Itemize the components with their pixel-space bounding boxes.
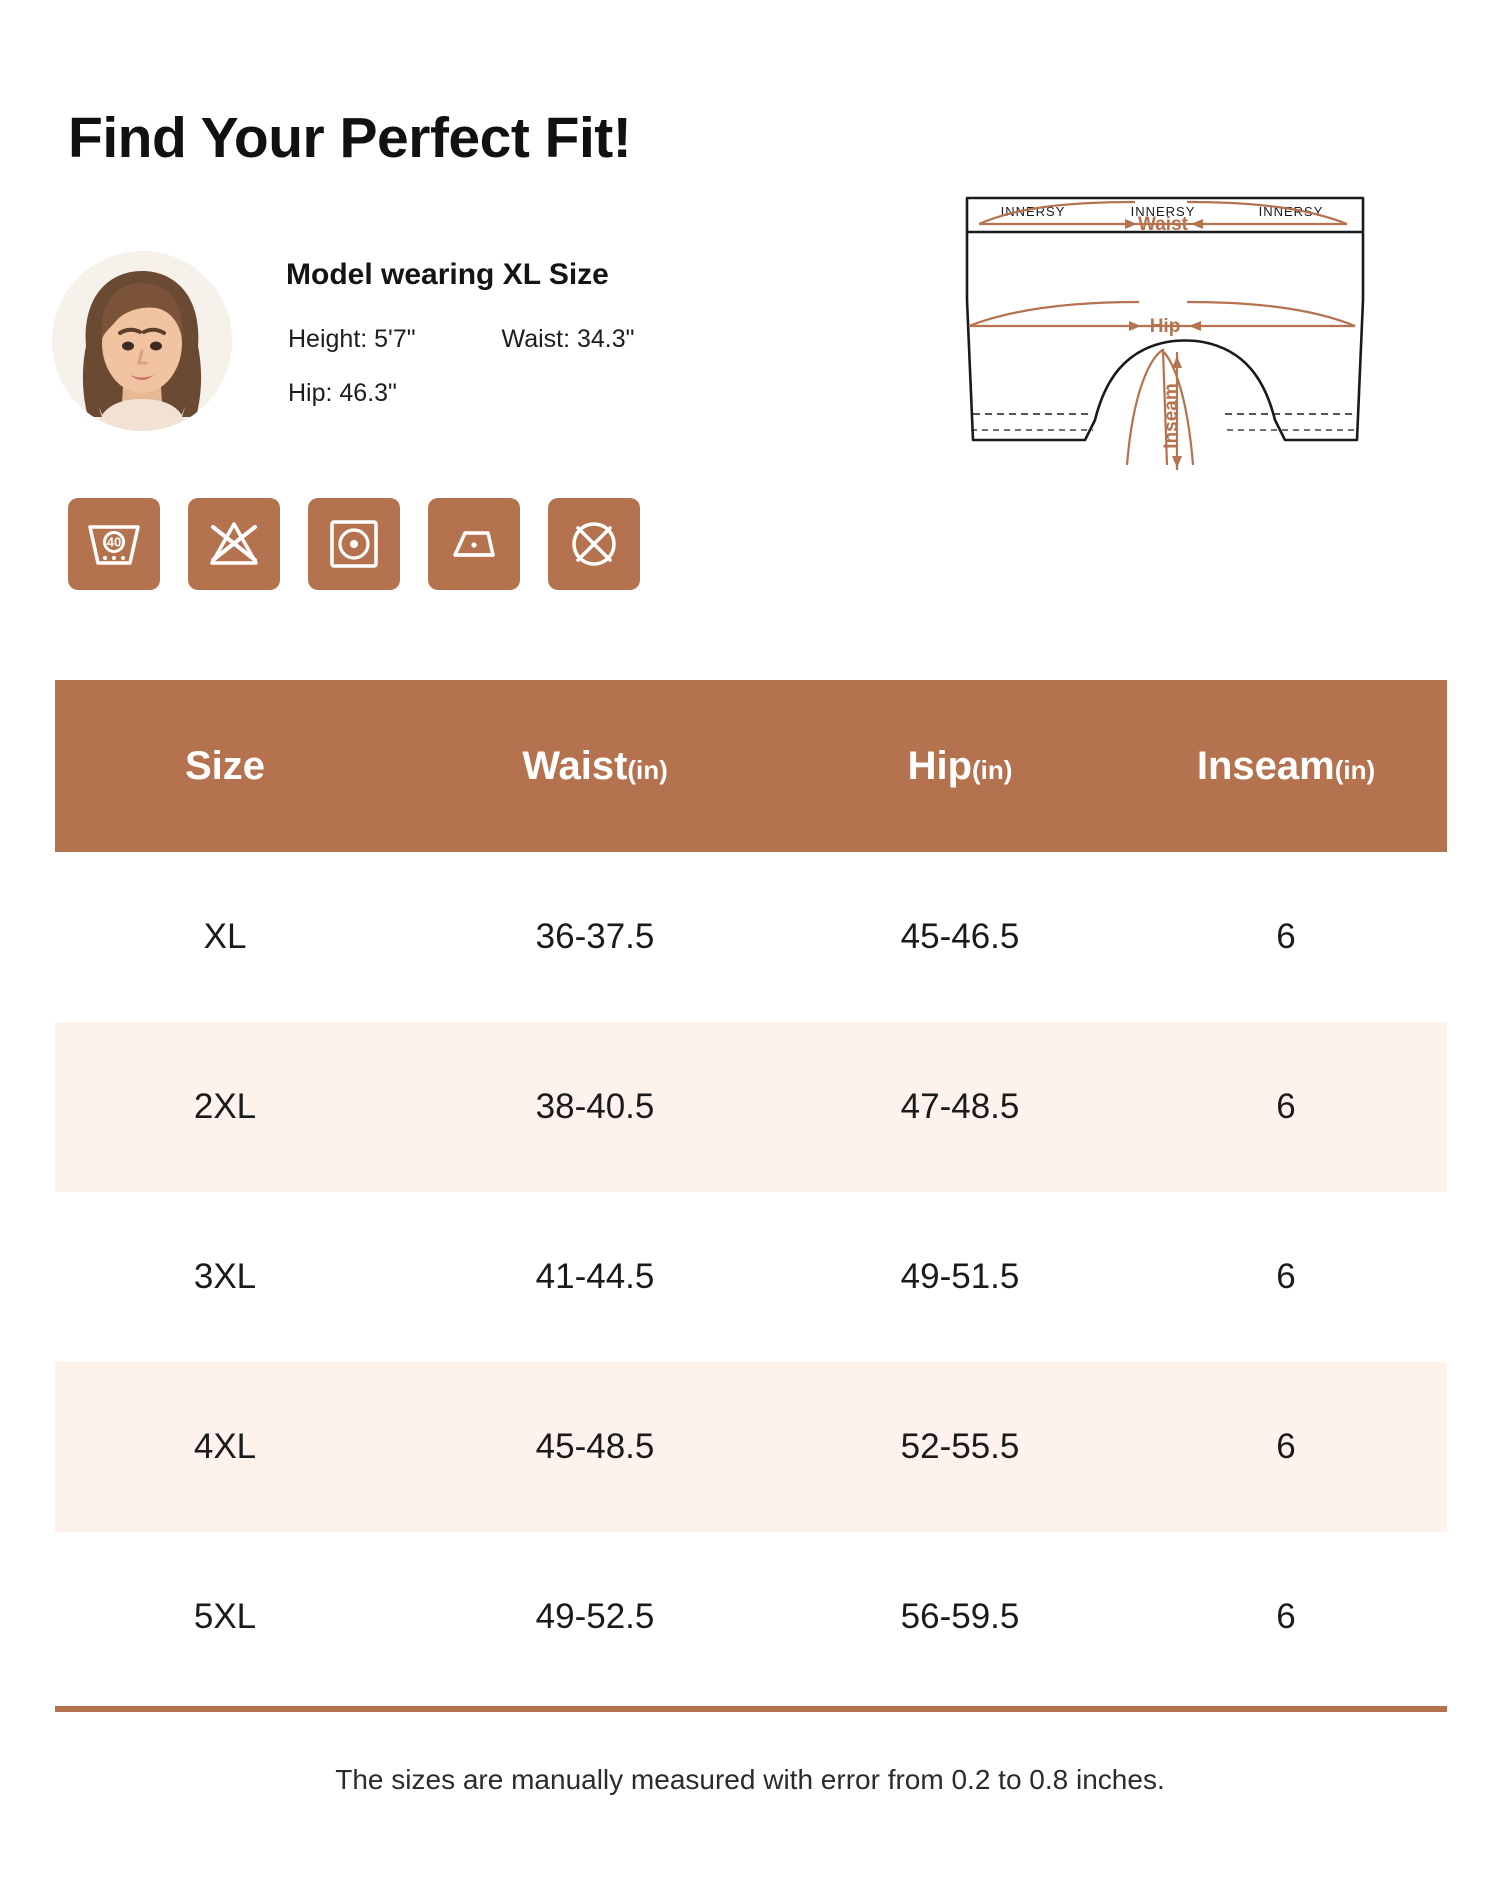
waist-label: Waist (1138, 214, 1188, 235)
table-row (55, 1362, 1447, 1532)
cell-waist: 49-52.5 (535, 1597, 655, 1636)
cell-hip: 47-48.5 (900, 1087, 1020, 1126)
column-header-size-label: Size (184, 743, 266, 788)
page-title: Find Your Perfect Fit! (68, 106, 632, 170)
table-row (55, 1192, 1447, 1362)
cell-inseam: 6 (1276, 1087, 1296, 1126)
cell-inseam: 6 (1276, 1597, 1296, 1636)
table-row (55, 1022, 1447, 1192)
column-header-inseam-label: Inseam (1196, 743, 1335, 788)
table-row (55, 1532, 1447, 1702)
do-not-dry-clean-icon (548, 498, 640, 590)
inseam-label: Inseam (1161, 383, 1182, 449)
model-height: Height: 5'7" (288, 325, 416, 353)
model-waist: Waist: 34.3" (501, 325, 635, 353)
cell-size: 5XL (193, 1597, 257, 1636)
svg-text:40: 40 (106, 534, 122, 550)
model-hip: Hip: 46.3" (288, 379, 397, 407)
cell-hip: 52-55.5 (900, 1427, 1020, 1466)
avatar (52, 251, 232, 431)
machine-wash-40-icon (68, 498, 160, 590)
column-header-hip-unit: (in) (972, 754, 1013, 785)
cell-size: 4XL (193, 1427, 257, 1466)
brand-mark: INNERSY (1000, 204, 1066, 219)
cell-hip: 45-46.5 (900, 917, 1020, 956)
column-header-inseam (1125, 744, 1447, 789)
cell-waist: 41-44.5 (535, 1257, 655, 1296)
cell-inseam: 6 (1276, 1257, 1296, 1296)
column-header-waist-unit: (in) (627, 754, 668, 785)
cell-size: XL (203, 917, 247, 956)
brand-mark: INNERSY (1258, 204, 1324, 219)
cell-inseam: 6 (1276, 1427, 1296, 1466)
tumble-dry-low-icon (308, 498, 400, 590)
iron-low-heat-icon (428, 498, 520, 590)
cell-inseam: 6 (1276, 917, 1296, 956)
column-header-waist-label: Waist (522, 743, 628, 788)
cell-waist: 36-37.5 (535, 917, 655, 956)
column-header-waist (395, 744, 795, 789)
table-header-row (55, 680, 1447, 852)
column-header-hip (795, 744, 1125, 789)
table-row (55, 852, 1447, 1022)
cell-waist: 38-40.5 (535, 1087, 655, 1126)
cell-size: 3XL (193, 1257, 257, 1296)
size-table (55, 680, 1447, 1712)
brand-mark: INNERSY (1130, 204, 1196, 219)
model-measurements-row-2 (288, 379, 397, 408)
cell-hip: 56-59.5 (900, 1597, 1020, 1636)
care-instructions (68, 498, 640, 590)
hip-label: Hip (1149, 316, 1181, 337)
column-header-inseam-unit: (in) (1334, 754, 1376, 785)
cell-size: 2XL (193, 1087, 257, 1126)
do-not-bleach-icon (188, 498, 280, 590)
column-header-hip-label: Hip (907, 743, 972, 788)
cell-hip: 49-51.5 (900, 1257, 1020, 1296)
garment-diagram (955, 180, 1395, 540)
column-header-size (55, 744, 395, 789)
cell-waist: 45-48.5 (535, 1427, 655, 1466)
model-heading: Model wearing XL Size (286, 258, 609, 291)
measurement-disclaimer: The sizes are manually measured with error from 0.2 to 0.8 inches. (335, 1764, 1165, 1795)
table-bottom-rule (55, 1706, 1447, 1712)
model-measurements-row-1 (288, 325, 635, 354)
